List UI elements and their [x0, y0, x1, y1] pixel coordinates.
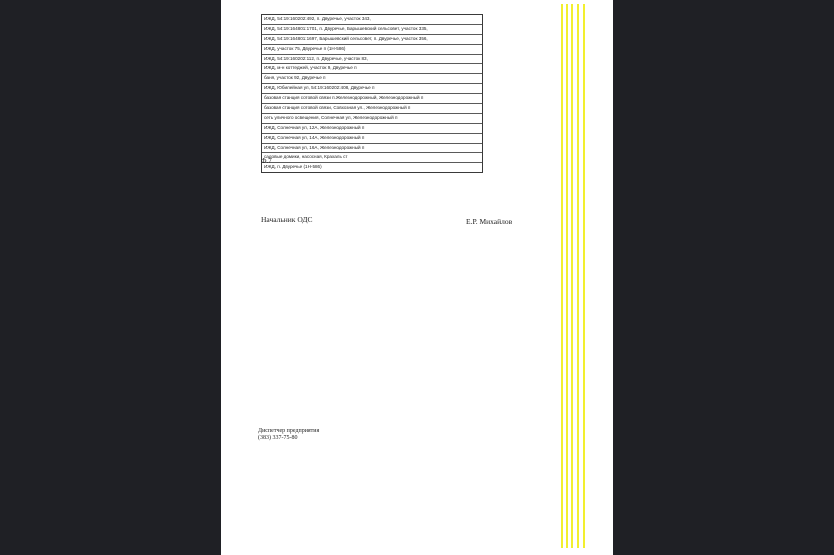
signatory-role: Начальник ОДС	[261, 215, 313, 224]
highlight-stripe	[571, 4, 573, 548]
highlight-stripe	[561, 4, 563, 548]
highlight-stripe	[566, 4, 568, 548]
table-row: базовая станция сотовой связи п.Железнодорожный, Железнодорожный п	[262, 93, 482, 103]
objects-table	[261, 14, 483, 173]
table-row: ИЖД, 54:19:164801:1697, Барышевский сельсовет, п. Двуречье, участок 356,	[262, 34, 482, 44]
form-number: Ф.7	[261, 157, 272, 165]
table-row: ИЖД, Юбилейная ул, 54:19:160202:408, Двуречье п	[262, 83, 482, 93]
table-row: ИЖД, участок 75, Двуречье п (1Н-586)	[262, 44, 482, 54]
table-row: ИЖД, Солнечная ул, 12А, Железнодорожный п	[262, 123, 482, 133]
table-row: ИЖД, 54:19:160202:112, п. Двуречье, участок 83,	[262, 54, 482, 64]
footer-dispatcher-label: Диспетчер предприятия	[258, 428, 320, 434]
document-page	[221, 0, 613, 555]
table-row: садовые домики, насосная, Крахаль ст	[262, 152, 482, 162]
signatory-name: Е.Р. Михайлов	[466, 217, 513, 226]
table-row: ИЖД, Солнечная ул, 16А, Железнодорожный п	[262, 143, 482, 153]
table-row: ИЖД, п. Двуречье (1Н-586)	[262, 162, 482, 172]
highlight-stripe	[583, 4, 585, 548]
highlight-stripe	[577, 4, 579, 548]
table-row: ИЖД, 54:19:160202:492, п. Двуречье, участок 343,	[264, 16, 371, 21]
table-row: ИЖД, 54:19:164801:1701, п. Двуречье, Барышевский сельсовет, участок 335,	[262, 24, 482, 34]
table-row: ИЖД, Солнечная ул, 14А, Железнодорожный п	[262, 133, 482, 143]
table-row: баня, участок 92, Двуречье п	[262, 73, 482, 83]
table-row: ИЖД, м-н коттеджей, участок 9, Двуречье п	[262, 63, 482, 73]
table-row: сеть уличного освещения, Солнечная ул, Железнодорожный п	[262, 113, 482, 123]
table-row: базовая станция сотовой связи, Совхозная ул., Железнодорожный п	[262, 103, 482, 113]
footer-phone: (383) 337-75-80	[258, 435, 298, 441]
